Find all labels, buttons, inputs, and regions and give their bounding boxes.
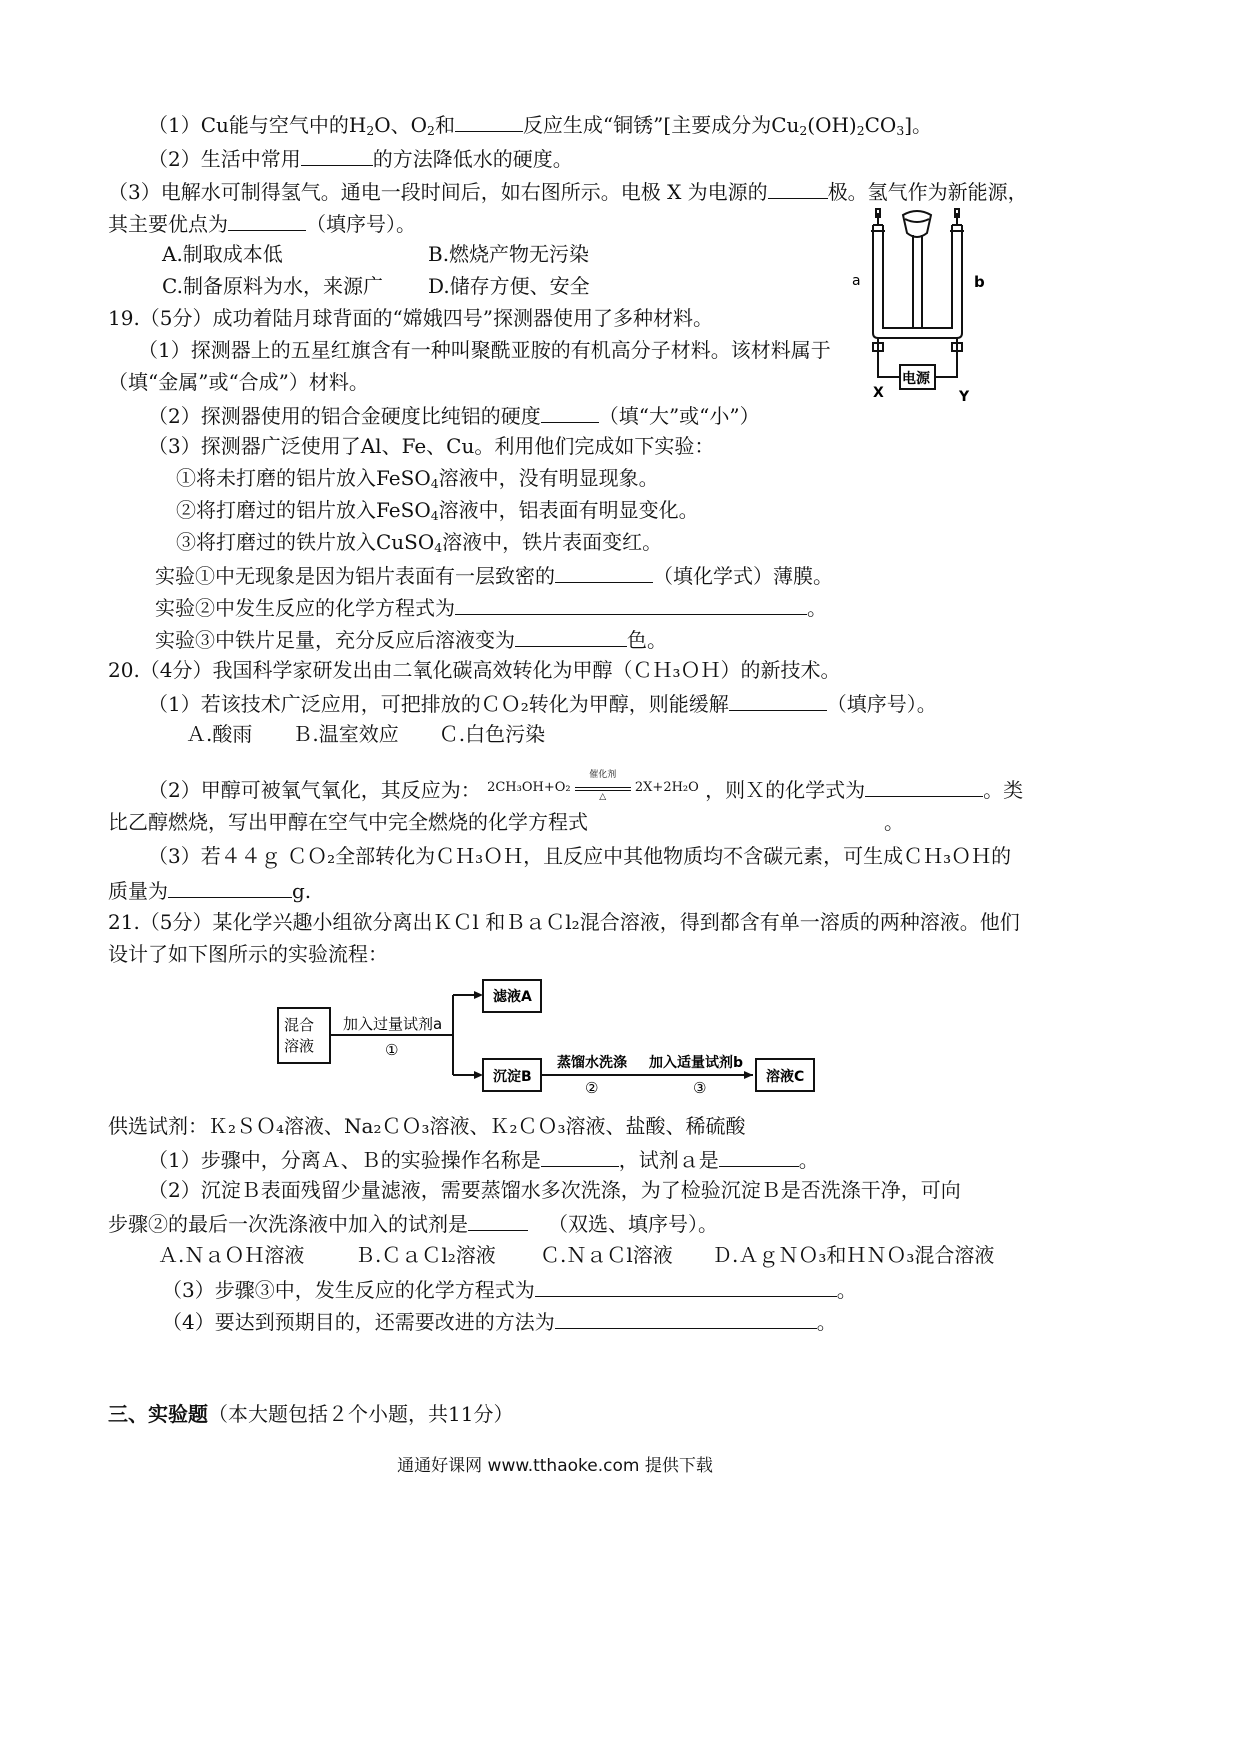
power-source-label: 电源 [902,371,930,387]
q21-option-a: Ａ.ＮａＯＨ溶液 [158,1243,305,1267]
svg-text:沉淀B: 沉淀B [493,1069,532,1085]
answer-blank[interactable] [455,596,807,615]
svg-text:②: ② [585,1079,599,1097]
answer-blank[interactable] [515,628,627,647]
q18-option-a: A.制取成本低 [162,242,283,266]
q20-part2b: 比乙醇燃烧，写出甲醇在空气中完全燃烧的化学方程式 。 [108,810,904,834]
answer-blank[interactable] [168,879,292,898]
answer-blank[interactable] [535,1278,837,1297]
answer-blank[interactable] [455,113,523,132]
q18-part3b: 其主要优点为 （填序号）。 [108,212,416,236]
q19-result1: 实验①中无现象是因为铝片表面有一层致密的 （填化学式）薄膜。 [155,564,833,588]
q21-part1: （1）步骤中，分离Ａ、Ｂ的实验操作名称是 ，试剂ａ是 。 [148,1148,819,1172]
answer-blank[interactable] [768,180,828,199]
q18-option-c: C.制备原料为水，来源广 [162,274,383,298]
answer-blank[interactable] [301,147,373,166]
q20-options: Ａ.酸雨 Ｂ.温室效应 Ｃ.白色污染 [186,722,546,746]
step1-label: 加入过量试剂a [343,1015,443,1033]
label-x: X [873,385,884,401]
q18-part1: （1）Cu能与空气中的$H_2O$、$O_2$和 反应生成“铜锈”[主要成分为$Cu_2(OH)_2CO_3$]。 [148,113,933,139]
q21-title: 21.（5分）某化学兴趣小组欲分离出ＫＣl 和ＢａＣl₂混合溶液，得到都含有单一溶质的两种溶液。他们 [108,910,1020,934]
svg-text:混合: 混合 [284,1016,315,1034]
q21-part4: （4）要达到预期目的，还需要改进的方法为 。 [162,1310,837,1334]
svg-text:溶液C: 溶液C [766,1069,805,1085]
q19-result2: 实验②中发生反应的化学方程式为 。 [155,596,827,620]
q19-title: 19.（5分）成功着陆月球背面的“嫦娥四号”探测器使用了多种材料。 [108,306,713,330]
q20-part1: （1）若该技术广泛应用，可把排放的ＣＯ₂转化为甲醇，则能缓解 （填序号）。 [148,692,937,716]
q18-option-b: B.燃烧产物无污染 [428,242,590,266]
q21-option-d: Ｄ.ＡｇＮＯ₃和ＨＮＯ₃混合溶液 [712,1243,995,1267]
q20-title: 20.（4分）我国科学家研发出由二氧化碳高效转化为甲醇（ＣＨ₃ＯＨ）的新技术。 [108,658,841,682]
answer-blank[interactable] [729,692,827,711]
q21-option-c: Ｃ.ＮａＣl溶液 [540,1243,673,1267]
svg-text:①: ① [385,1041,399,1059]
q20-part3: （3）若４４ｇ ＣＯ₂全部转化为ＣＨ₃ＯＨ，且反应中其他物质均不含碳元素，可生成ＣＨ₃ＯＨ的 [148,844,1012,868]
answer-blank[interactable] [719,1148,799,1167]
q20-part2: （2）甲醇可被氧气氧化，其反应为： 2CH₃OH+O₂ 催化剂 △ 2X+2H₂O ，则Ｘ的化学式为 。类 [148,770,1024,802]
svg-text:滤液A: 滤液A [493,989,532,1005]
q20-part3b: 质量为 g. [108,879,312,903]
answer-blank[interactable] [541,404,599,423]
answer-blank[interactable] [555,564,653,583]
reaction-equation: 2CH₃OH+O₂ 催化剂 △ 2X+2H₂O [487,770,699,802]
experiment-flow-diagram [275,975,835,1100]
q21-reagents: 供选试剂：Ｋ₂ＳＯ₄溶液、Na₂ＣＯ₃溶液、Ｋ₂ＣＯ₃溶液、盐酸、稀硫酸 [108,1114,746,1138]
answer-blank[interactable] [555,1310,817,1329]
step3-label: 加入适量试剂b [649,1055,744,1071]
label-y: Y [959,389,970,405]
electrolysis-apparatus-diagram [845,205,1005,405]
svg-text:溶液: 溶液 [284,1037,315,1055]
page-footer: 通通好课网 www.tthaoke.com 提供下载 [397,1456,713,1476]
q18-part3: （3）电解水可制得氢气。通电一段时间后，如右图所示。电极 X 为电源的 极。氢气作为新能源， [108,180,1028,204]
q19-part1b: （填“金属”或“合成”）材料。 [108,370,369,394]
q21-part2: （2）沉淀Ｂ表面残留少量滤液，需要蒸馏水多次洗涤，为了检验沉淀Ｂ是否洗涤干净，可向 [148,1178,961,1202]
q19-part1a: （1）探测器上的五星红旗含有一种叫聚酰亚胺的有机高分子材料。该材料属于 [138,338,831,362]
step2-label: 蒸馏水洗涤 [557,1055,627,1071]
q19-experiment2: ②将打磨过的铝片放入FeSO$_4$溶液中，铝表面有明显变化。 [176,498,699,524]
q19-result3: 实验③中铁片足量，充分反应后溶液变为 色。 [155,628,667,652]
answer-blank[interactable] [468,1212,528,1231]
q18-option-d: D.储存方便、安全 [428,274,590,298]
q19-experiment1: ①将未打磨的铝片放入FeSO$_4$溶液中，没有明显现象。 [176,466,659,492]
q19-experiment3: ③将打磨过的铁片放入CuSO$_4$溶液中，铁片表面变红。 [176,530,663,556]
section-3-heading: 三、实验题（本大题包括２个小题，共11分） [108,1402,514,1426]
label-b: b [974,273,985,291]
answer-blank[interactable] [228,212,306,231]
svg-text:③: ③ [693,1079,707,1097]
q19-part3: （3）探测器广泛使用了Al、Fe、Cu。利用他们完成如下实验： [148,434,715,458]
q19-part2: （2）探测器使用的铝合金硬度比纯铝的硬度 （填“大”或“小”） [148,404,760,428]
label-a: a [852,273,861,289]
answer-blank[interactable] [865,778,983,797]
answer-blank[interactable] [541,1148,619,1167]
q18-part2: （2）生活中常用 的方法降低水的硬度。 [148,147,573,171]
q21-title2: 设计了如下图所示的实验流程： [108,942,388,966]
q21-part2b: 步骤②的最后一次洗涤液中加入的试剂是 （双选、填序号）。 [108,1212,718,1236]
q21-option-b: Ｂ.ＣａＣl₂溶液 [355,1243,496,1267]
q21-part3: （3）步骤③中，发生反应的化学方程式为 。 [162,1278,857,1302]
